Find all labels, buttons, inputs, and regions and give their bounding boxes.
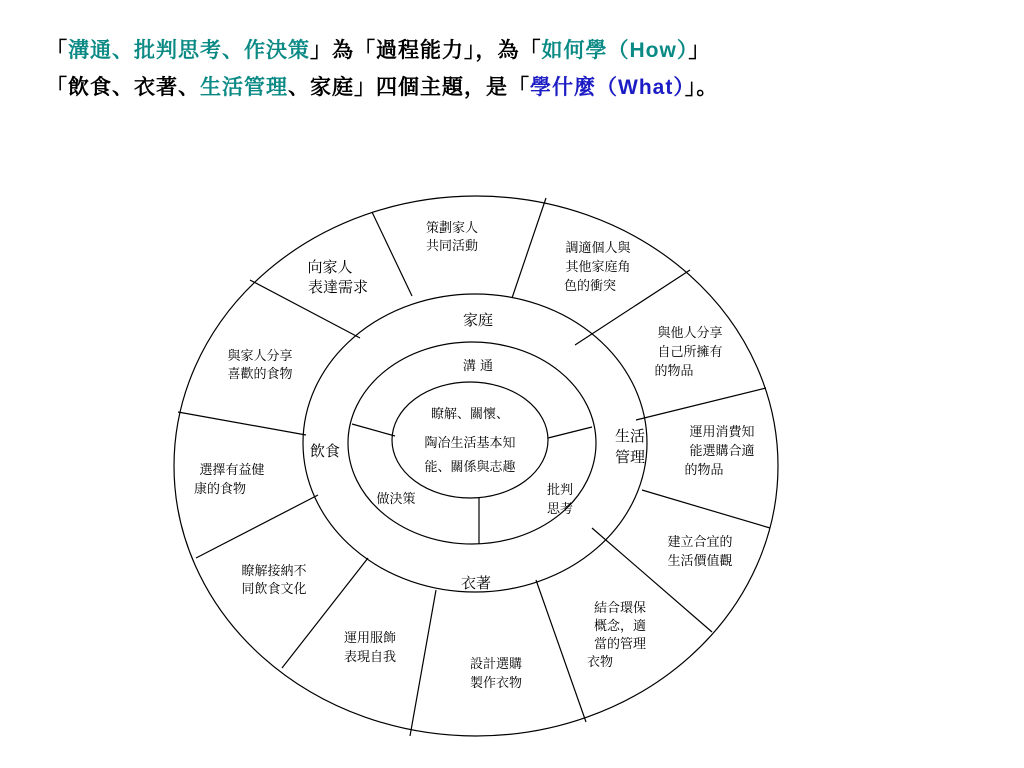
heading-text: 、家庭」四個主題，是「	[288, 75, 530, 99]
spoke	[548, 427, 592, 438]
skill-communication: 溝 通	[462, 359, 494, 374]
outer-item-share-possessions	[654, 325, 722, 379]
outer-item-line: 色的衝突	[563, 279, 617, 294]
outer-item-line: 生活價值觀	[667, 554, 733, 569]
skill-decision-making: 做決策	[376, 492, 416, 507]
spoke	[512, 198, 546, 298]
outer-item-line: 能選購合適	[689, 444, 755, 459]
outer-item-food-culture	[241, 563, 306, 597]
process-skills-highlight: 溝通、批判思考、作決策	[68, 38, 310, 62]
heading-text: 「飲食、衣著、	[46, 75, 200, 99]
outer-item-plan-family-activities	[426, 220, 478, 254]
center-line: 瞭解、關懷、	[430, 407, 510, 422]
skill-critical-thinking-line: 批判	[546, 483, 574, 498]
bracket-text: 」。	[684, 75, 719, 99]
spoke	[372, 212, 412, 296]
outer-item-eco-clothing	[587, 601, 646, 670]
outer-items	[194, 220, 755, 691]
skill-critical-thinking-line: 思考	[546, 502, 574, 517]
spoke	[536, 580, 586, 722]
heading-text: 」為「過程能力」，為「	[310, 38, 542, 62]
outer-item-line: 調適個人與	[565, 241, 631, 256]
outer-item-line: 瞭解接納不	[241, 564, 307, 579]
outer-item-life-values	[667, 534, 732, 569]
outer-item-line: 策劃家人	[425, 221, 479, 236]
outer-item-line: 的物品	[684, 463, 724, 478]
outer-item-line: 喜歡的食物	[227, 367, 293, 382]
outer-item-share-food	[227, 348, 292, 382]
outer-item-line: 衣物	[586, 655, 614, 670]
outer-item-line: 其他家庭角	[565, 260, 631, 275]
outer-item-express-needs	[307, 258, 368, 296]
bracket-text: 「	[46, 38, 68, 62]
spoke	[178, 412, 306, 435]
theme-family: 家庭	[462, 311, 494, 329]
outer-item-line: 概念，適	[593, 619, 647, 634]
outer-item-line: 的物品	[654, 364, 694, 379]
outer-item-healthy-food	[194, 462, 265, 497]
spoke	[352, 424, 395, 436]
outer-item-line: 表現自我	[343, 650, 397, 665]
bracket-text: 」	[688, 38, 711, 62]
theme-diet: 飲食	[309, 442, 341, 460]
outer-item-line: 與家人分享	[227, 349, 293, 364]
outer-item-line: 設計選購	[469, 657, 523, 672]
spoke	[636, 388, 766, 420]
how-to-learn-highlight: 如何學	[541, 38, 608, 62]
outer-item-design-clothing	[470, 656, 522, 691]
outer-item-line: 同飲食文化	[241, 582, 307, 597]
outer-item-line: 製作衣物	[469, 676, 523, 691]
outer-item-line: 向家人	[307, 258, 353, 276]
spoke	[410, 590, 436, 736]
what-label: （What）	[596, 76, 685, 99]
what-to-learn-highlight: 學什麼	[530, 75, 596, 99]
outer-item-role-conflict	[564, 240, 632, 294]
outer-item-line: 共同活動	[425, 239, 479, 254]
outer-item-line: 自己所擁有	[657, 345, 723, 360]
outer-item-line: 結合環保	[593, 601, 647, 616]
outer-item-line: 當的管理	[593, 637, 647, 652]
center-line: 能、關係與志趣	[424, 460, 516, 475]
how-label: （How）	[607, 39, 689, 62]
theme-clothing: 衣著	[460, 574, 492, 592]
center-text	[424, 406, 515, 475]
outer-item-consumer-knowledge	[684, 424, 754, 478]
center-line: 陶冶生活基本知	[424, 436, 516, 451]
outer-item-line: 建立合宜的	[667, 535, 733, 550]
life-management-highlight: 生活管理	[200, 75, 288, 99]
outer-item-line: 運用服飾	[343, 631, 397, 646]
outer-item-line: 康的食物	[193, 482, 247, 497]
theme-life-management-line: 管理	[614, 448, 646, 466]
spoke	[196, 495, 318, 558]
outer-item-express-self	[344, 631, 396, 665]
outer-item-line: 選擇有益健	[199, 463, 265, 478]
outer-item-line: 與他人分享	[657, 326, 723, 341]
outer-item-line: 運用消費知	[689, 425, 755, 440]
outer-item-line: 表達需求	[307, 278, 369, 296]
theme-life-management-line: 生活	[614, 427, 646, 445]
spoke	[642, 490, 770, 528]
